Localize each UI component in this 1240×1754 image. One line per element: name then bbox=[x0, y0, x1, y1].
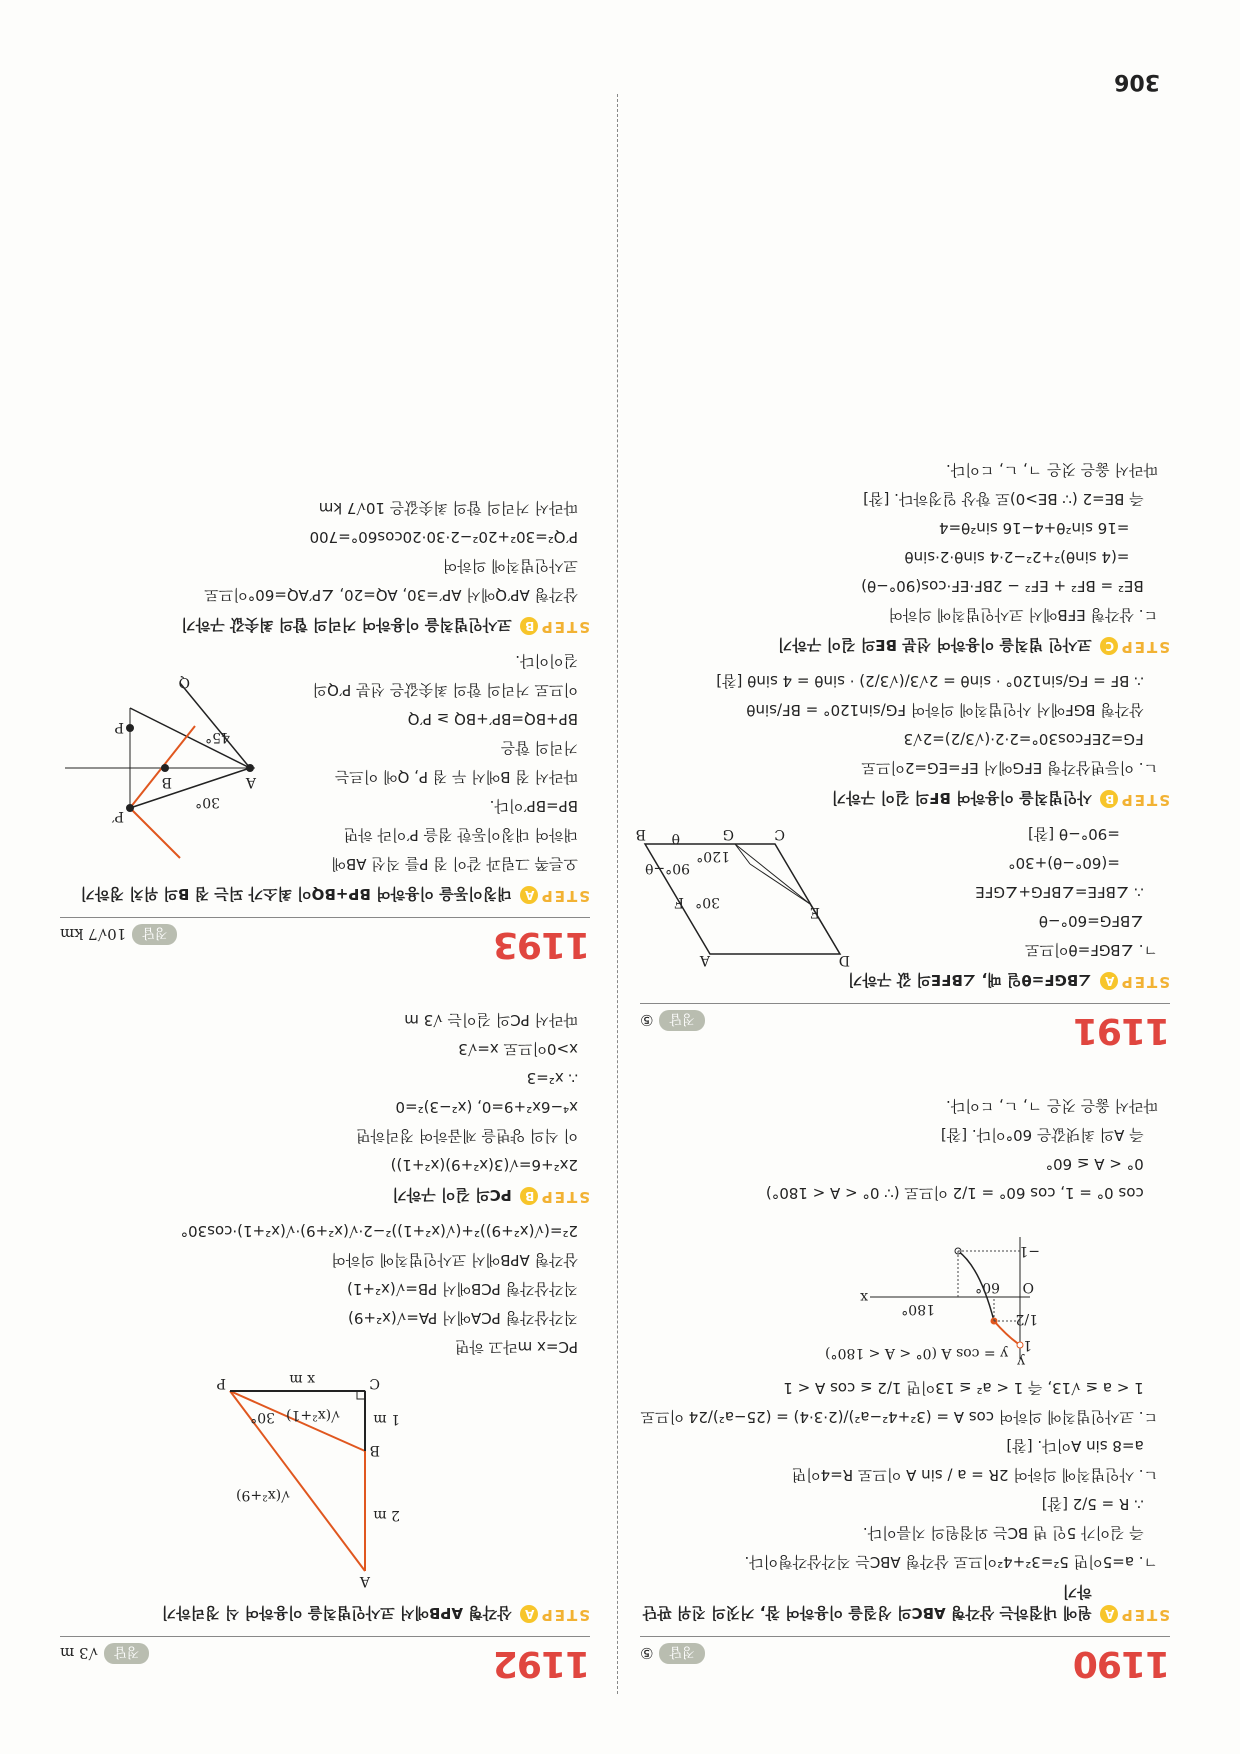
step-a-lines bbox=[880, 819, 1170, 964]
problem-header bbox=[640, 1003, 1170, 1051]
solution-line: 따라서 점 B에서 두 점 P, Q에 이르는 bbox=[334, 768, 578, 786]
step-letter: A bbox=[1100, 972, 1118, 990]
problem-header bbox=[640, 1636, 1170, 1684]
answer-value: √3 m bbox=[60, 1644, 99, 1663]
step-text: STEP bbox=[539, 618, 590, 636]
solution-line: =16 sin²θ+4−16 sin²θ=4 bbox=[938, 519, 1158, 537]
label-2m: 2 m bbox=[373, 1507, 400, 1523]
answer bbox=[640, 1643, 705, 1664]
solution-line: ∴ ∠BFE=∠BFG+∠GFE bbox=[975, 883, 1158, 901]
step-letter: A bbox=[520, 1605, 538, 1623]
angle-45: 45° bbox=[205, 729, 230, 745]
left-column bbox=[635, 415, 1170, 1684]
step-label bbox=[1100, 972, 1170, 991]
solution-line: ㄷ. 코사인법칙에 의하여 cos A = (3²+4²−a²)/(2·3·4) = (25−a²)/24 이므로 bbox=[640, 1408, 1158, 1426]
solution-line: BP=BP′이다. bbox=[489, 797, 578, 815]
answer bbox=[60, 1643, 149, 1664]
step-heading bbox=[60, 1603, 590, 1624]
problem-number: 1192 bbox=[493, 1643, 590, 1684]
step-letter: C bbox=[1100, 637, 1118, 655]
step-heading bbox=[60, 615, 590, 636]
label-b: B bbox=[635, 826, 646, 842]
label-p: P bbox=[216, 1375, 226, 1391]
solution-line: =90°−θ [참] bbox=[1027, 825, 1158, 843]
solution-line: ㄴ. 사인법칙에 의하여 2R = a / sin A 이므로 R=4이면 bbox=[791, 1466, 1158, 1484]
answer-value: ⑤ bbox=[640, 1644, 654, 1663]
step-text: STEP bbox=[539, 1188, 590, 1206]
label-d: D bbox=[838, 952, 850, 968]
answer bbox=[60, 924, 177, 945]
solution-line: 1 < a ≤ √13, 즉 1 < a² ≤ 13이면 1/2 ≤ cos A < 1 bbox=[783, 1379, 1158, 1397]
angle-90-theta: 90°−θ bbox=[645, 860, 690, 876]
step-heading bbox=[60, 884, 590, 905]
step-label bbox=[1100, 1605, 1170, 1624]
solution-line: BP+BQ=BP′+BQ ≥ P′Q bbox=[407, 710, 578, 728]
step-letter: A bbox=[1100, 1605, 1118, 1623]
step-text: STEP bbox=[539, 1606, 590, 1624]
answer-badge: 정답 bbox=[132, 924, 177, 945]
solution-line: 대하여 대칭이동한 점을 P′이라 하면 bbox=[343, 826, 578, 844]
solution-line: 따라서 PC의 길이는 √3 m bbox=[404, 1011, 578, 1029]
step-label bbox=[520, 617, 590, 636]
step-text: STEP bbox=[1119, 1606, 1170, 1624]
step-letter: B bbox=[520, 1187, 538, 1205]
label-g: G bbox=[722, 826, 734, 842]
step-title: PC의 길이 구하기 bbox=[392, 1186, 512, 1204]
angle-theta: θ bbox=[671, 830, 680, 846]
solution-line: 오른쪽 그림과 같이 점 P를 직선 AB에 bbox=[331, 855, 578, 873]
problem-header bbox=[60, 917, 590, 965]
problem-number: 1190 bbox=[1073, 1643, 1170, 1684]
problem-number: 1193 bbox=[493, 924, 590, 965]
solution-line: 삼각형 AP′Q에서 AP′=30, AQ=20, ∠P′AQ=60°이므로 bbox=[204, 586, 578, 604]
answer-value: 10√7 km bbox=[60, 925, 127, 944]
step-heading bbox=[640, 635, 1170, 656]
label-p-prime: P′ bbox=[111, 808, 124, 824]
step-letter: B bbox=[520, 617, 538, 635]
label-a: A bbox=[699, 952, 710, 968]
solution-line: ㄴ. 이등변삼각형 EFG에서 EF=EG=2이므로 bbox=[861, 759, 1158, 777]
label-q: Q bbox=[178, 674, 190, 690]
solution-line: 삼각형 BGF에서 사인법칙에 의하여 FG/sin120° = BF/sinθ bbox=[746, 701, 1158, 719]
solution-line: 길이이다. bbox=[515, 652, 578, 670]
answer-badge: 정답 bbox=[659, 1643, 704, 1664]
angle-30: 30° bbox=[195, 794, 220, 810]
step-title: ∠BGF=θ일 때, ∠BFE의 값 구하기 bbox=[848, 971, 1092, 989]
step-text: STEP bbox=[1119, 791, 1170, 809]
step-a-body bbox=[60, 646, 590, 878]
label-angle: 30° bbox=[250, 1409, 275, 1425]
cosine-graph bbox=[640, 1217, 1170, 1367]
solution-line: 즉 길이가 5인 변 BC는 외접원의 지름이다. bbox=[862, 1524, 1158, 1542]
page-number: 306 bbox=[1114, 69, 1160, 94]
solution-line: 거리의 합은 bbox=[500, 739, 578, 757]
reflection-figure bbox=[60, 674, 260, 878]
step-a-body bbox=[635, 819, 1170, 968]
solution-line: P′Q²=30²+20²−2·30·20cos60°=700 bbox=[309, 528, 578, 546]
label-p: P bbox=[114, 719, 124, 735]
solution-line: cos 0° = 1, cos 60° = 1/2 이므로 (∵ 0° < A < 180°) bbox=[765, 1184, 1158, 1202]
step-heading bbox=[640, 1582, 1170, 1624]
tick-half: 1/2 bbox=[1015, 1311, 1038, 1327]
step-title: 대칭이동을 이용하여 BP+BQ이 최소가 되는 점 B의 위치 정하기 bbox=[80, 885, 512, 903]
solution-line: FG=2EFcos30°=2·2·(√3/2)=2√3 bbox=[903, 730, 1158, 748]
curve-label: y = cos A (0° < A < 180°) bbox=[825, 1345, 1008, 1361]
label-pa: √(x²+9) bbox=[236, 1487, 290, 1503]
solution-line: 0° < A ≤ 60° bbox=[1045, 1155, 1158, 1173]
step-label bbox=[1100, 637, 1170, 656]
solution-line: x⁴−6x²+9=0, (x²−3)²=0 bbox=[395, 1098, 578, 1116]
solution-line: ㄱ. a=5이면 5²=3²+4²이므로 삼각형 ABC는 직각삼각형이다. bbox=[744, 1553, 1158, 1571]
label-c: C bbox=[774, 826, 785, 842]
solution-line: =(4 sinθ)²+2²−2·4 sinθ·2·sinθ bbox=[904, 548, 1158, 566]
label-b: B bbox=[369, 1442, 380, 1458]
triangle-apb-figure bbox=[60, 1371, 590, 1591]
angle-30: 30° bbox=[695, 894, 720, 910]
step-title: 사인법칙을 이용하여 BF의 길이 구하기 bbox=[831, 789, 1092, 807]
step-label bbox=[520, 1605, 590, 1624]
answer bbox=[640, 1010, 705, 1031]
y-axis-label: y bbox=[1017, 1353, 1025, 1369]
solution-line: ㄱ. ∠BGF=θ이므로 bbox=[1025, 941, 1158, 959]
tick-60: 60° bbox=[975, 1279, 1000, 1295]
solution-line: 직각삼각형 PCA에서 PA=√(x²+9) bbox=[348, 1309, 578, 1327]
problem-header bbox=[60, 1636, 590, 1684]
problem-1193 bbox=[60, 493, 590, 965]
solution-line: PC=x m라고 하면 bbox=[454, 1338, 578, 1356]
solution-line: 따라서 옳은 것은 ㄱ, ㄴ, ㄷ이다. bbox=[945, 1097, 1158, 1115]
step-label bbox=[1100, 790, 1170, 809]
solution-line: 이 식의 양변을 제곱하여 정리하면 bbox=[356, 1127, 578, 1145]
solution-line: ∴ x²=3 bbox=[526, 1069, 578, 1087]
parallelogram-figure bbox=[635, 824, 880, 968]
solution-line: ∠BFG=60°−θ bbox=[1038, 912, 1158, 930]
solution-line: ∴ R = 5/2 [참] bbox=[1041, 1495, 1158, 1513]
step-title: 코사인법칙을 이용하여 거리의 합의 최솟값 구하기 bbox=[181, 616, 512, 634]
label-e: E bbox=[809, 904, 820, 920]
step-label bbox=[520, 886, 590, 905]
origin-label: O bbox=[1022, 1279, 1034, 1295]
problem-1191 bbox=[635, 455, 1170, 1051]
solution-line: 2x²+6=√(3(x²+9)(x²+1)) bbox=[390, 1156, 578, 1174]
tick-neg1: −1 bbox=[1019, 1243, 1040, 1259]
step-letter: B bbox=[1100, 790, 1118, 808]
solution-line: 삼각형 APB에서 코사인법칙에 의하여 bbox=[331, 1251, 578, 1269]
problem-1192 bbox=[60, 1005, 590, 1684]
solution-line: 따라서 옳은 것은 ㄱ, ㄴ, ㄷ이다. bbox=[945, 461, 1158, 479]
label-b: B bbox=[161, 774, 172, 790]
solution-line: 직각삼각형 PCB에서 PB=√(x²+1) bbox=[347, 1280, 578, 1298]
step-title: 코사인 법칙을 이용하여 선분 BE의 길이 구하기 bbox=[777, 636, 1092, 654]
problem-number: 1191 bbox=[1073, 1010, 1170, 1051]
solution-line: x>0이므로 x=√3 bbox=[458, 1040, 578, 1058]
step-letter: A bbox=[520, 886, 538, 904]
label-1m: 1 m bbox=[373, 1411, 400, 1427]
label-xm: x m bbox=[289, 1371, 315, 1387]
solution-line: ∴ BF = FG/sin120° · sinθ = 2√3/(√3/2) · sinθ = 4 sinθ [참] bbox=[716, 672, 1158, 690]
step-title: 원에 내접하는 삼각형 ABC의 성질을 이용하여 참, 거짓의 진위 판단하기 bbox=[642, 1583, 1092, 1622]
open-point bbox=[1017, 1342, 1023, 1348]
step-text: STEP bbox=[539, 887, 590, 905]
solution-line: 즉 BE=2 (∵ BE>0)로 항상 일정하다. [참] bbox=[863, 490, 1158, 508]
step-heading bbox=[640, 788, 1170, 809]
column-divider bbox=[617, 94, 618, 1694]
label-c: C bbox=[369, 1375, 380, 1391]
label-a: A bbox=[359, 1573, 370, 1589]
solution-line: 따라서 거리의 합의 최솟값은 10√7 km bbox=[318, 499, 578, 517]
solution-line: =(60°−θ)+30° bbox=[1008, 854, 1158, 872]
problem-1190 bbox=[640, 1091, 1170, 1684]
solution-line: 코사인법칙에 의하여 bbox=[442, 557, 578, 575]
step-label bbox=[520, 1187, 590, 1206]
solution-line: 이므로 거리의 합의 최솟값은 선분 P′Q의 bbox=[312, 681, 578, 699]
x-axis-label: x bbox=[860, 1289, 868, 1305]
label-pb: √(x²+1) bbox=[286, 1407, 340, 1423]
right-column bbox=[60, 453, 590, 1684]
solution-line: 2²=(√(x²+9))²+(√(x²+1))²−2·√(x²+9)·√(x²+1)·cos30° bbox=[180, 1222, 578, 1240]
solution-line: 즉 A의 최댓값은 60°이다. [참] bbox=[940, 1126, 1158, 1144]
answer-value: ⑤ bbox=[640, 1011, 654, 1030]
step-heading bbox=[60, 1185, 590, 1206]
step-heading bbox=[640, 970, 1170, 991]
solution-line: a=8 sin A이다. [참] bbox=[1006, 1437, 1158, 1455]
answer-badge: 정답 bbox=[659, 1010, 704, 1031]
tick-180: 180° bbox=[901, 1301, 935, 1317]
tick-1: 1 bbox=[1023, 1337, 1032, 1353]
solution-line: ㄷ. 삼각형 EFB에서 코사인법칙에 의하여 bbox=[888, 606, 1158, 624]
step-text: STEP bbox=[1119, 973, 1170, 991]
step-a-lines bbox=[260, 646, 590, 878]
angle-120: 120° bbox=[696, 848, 730, 864]
label-f: F bbox=[674, 894, 684, 910]
label-a: A bbox=[245, 774, 256, 790]
solution-line: BE² = BF² + EF² − 2BF·EF·cos(90°−θ) bbox=[861, 577, 1158, 595]
step-text: STEP bbox=[1119, 638, 1170, 656]
answer-badge: 정답 bbox=[104, 1643, 149, 1664]
step-title: 삼각형 APB에서 코사인법칙을 이용하여 식 정리하기 bbox=[161, 1604, 512, 1622]
